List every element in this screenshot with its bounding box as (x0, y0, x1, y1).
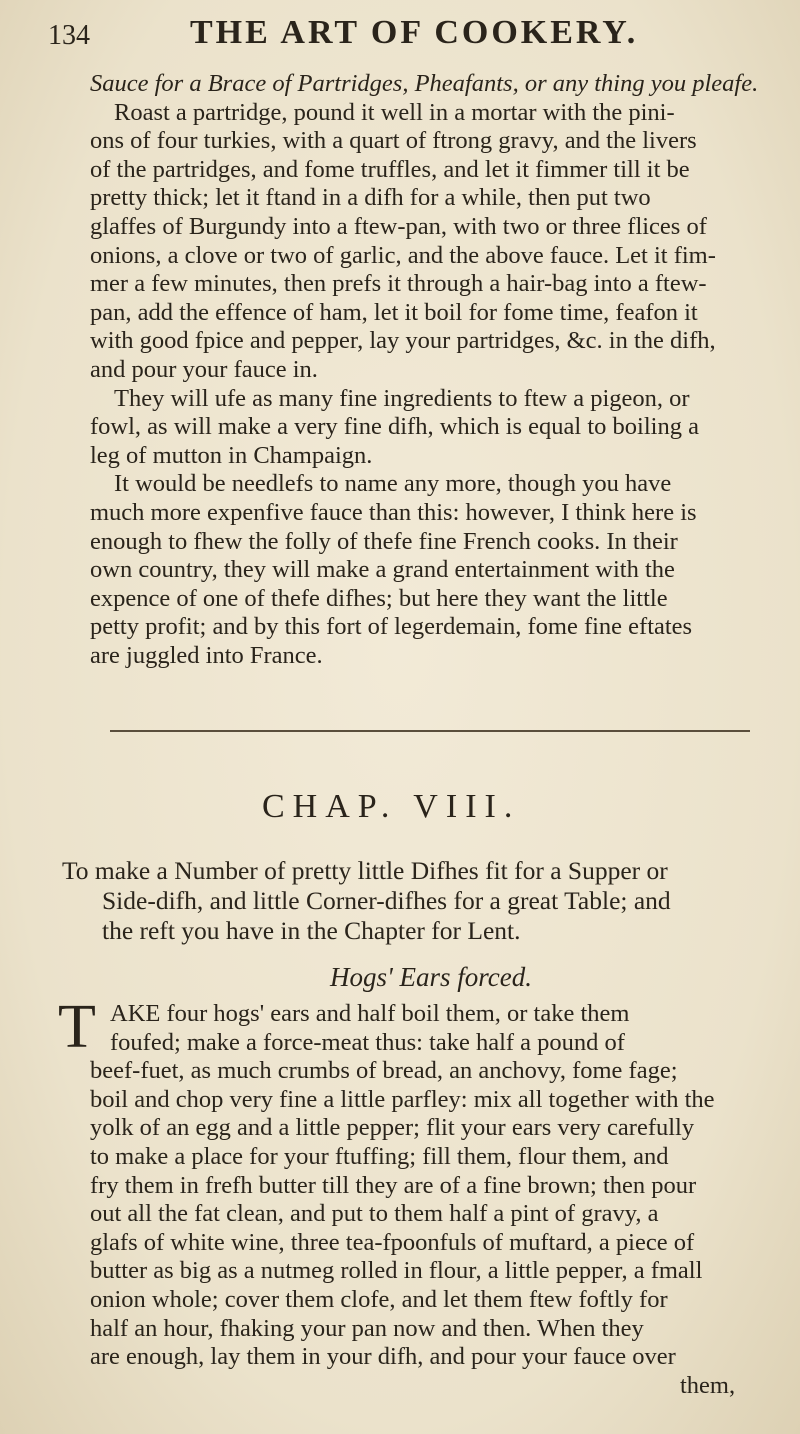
text-line: enough to fhew the folly of thefe fine French cooks. In their (90, 527, 678, 555)
running-title: THE ART OF COOKERY. (190, 14, 639, 51)
sauce-heading: Sauce for a Brace of Partridges, Pheafants, or any thing you pleafe. (90, 70, 759, 97)
chapter-heading: CHAP. VIII. (262, 788, 521, 825)
text-line: fry them in frefh butter till they are of a fine brown; then pour (90, 1171, 697, 1199)
text-line: glaffes of Burgundy into a ftew-pan, with two or three flices of (90, 212, 707, 240)
recipe-title: Hogs' Ears forced. (330, 962, 533, 992)
text-line: beef-fuet, as much crumbs of bread, an anchovy, fome fage; (90, 1057, 678, 1085)
text-line: fowl, as will make a very fine difh, which is equal to boiling a (90, 413, 699, 441)
text-line: yolk of an egg and a little pepper; flit your ears very carefully (90, 1114, 695, 1142)
chapter-title-line: To make a Number of pretty little Difhes fit for a Supper or (62, 856, 668, 885)
text-line: foufed; make a force-meat thus: take half a pound of (110, 1028, 625, 1056)
text-line: AKE four hogs' ears and half boil them, or take them (110, 1000, 630, 1027)
text-line: petty profit; and by this fort of legerdemain, fome fine eftates (90, 613, 693, 641)
text-line: of the partridges, and fome truffles, and let it fimmer till it be (90, 155, 690, 183)
chapter-title-line: Side-difh, and little Corner-difhes for a great Table; and (102, 886, 671, 915)
text-line: to make a place for your ftuffing; fill them, flour them, and (90, 1142, 669, 1170)
text-line: ons of four turkies, with a quart of ftrong gravy, and the livers (90, 127, 697, 155)
text-line: They will ufe as many fine ingredients to ftew a pigeon, or (114, 384, 690, 412)
text-line: with good fpice and pepper, lay your partridges, &c. in the difh, (90, 327, 716, 355)
text-line: butter as big as a nutmeg rolled in flour, a little pepper, a fmall (90, 1257, 703, 1285)
section-divider (110, 730, 750, 732)
drop-cap: T (58, 993, 96, 1061)
text-line: glafs of white wine, three tea-fpoonfuls of muftard, a piece of (90, 1228, 695, 1256)
text-line: are juggled into France. (90, 641, 323, 669)
page-header (48, 10, 768, 70)
text-line: leg of mutton in Champaign. (90, 441, 373, 469)
text-line: and pour your fauce in. (90, 355, 318, 383)
text-line: are enough, lay them in your difh, and pour your fauce over (90, 1343, 676, 1371)
text-line: expence of one of thefe difhes; but here they want the little (90, 584, 668, 612)
text-line: It would be needlefs to name any more, though you have (114, 470, 672, 498)
recipe-body (70, 1000, 782, 1400)
chapter-title-line: the reft you have in the Chapter for Lent. (102, 916, 521, 945)
catchword: them, (680, 1371, 736, 1399)
text-line: much more expenfive fauce than this: however, I think here is (90, 498, 697, 526)
text-line: onions, a clove or two of garlic, and the above fauce. Let it fim- (90, 241, 716, 269)
text-line: out all the fat clean, and put to them half a pint of gravy, a (90, 1200, 659, 1228)
section-sauce (70, 70, 782, 670)
text-line: pretty thick; let it ftand in a difh for a while, then put two (90, 184, 651, 212)
chapter-title (62, 856, 782, 946)
text-line: pan, add the effence of ham, let it boil for fome time, feafon it (90, 298, 698, 326)
text-line: boil and chop very fine a little parfley: mix all together with the (90, 1085, 715, 1113)
text-line: mer a few minutes, then prefs it through a hair-bag into a ftew- (90, 270, 707, 298)
text-line: own country, they will make a grand entertainment with the (90, 556, 675, 584)
page-number: 134 (48, 20, 90, 51)
text-line: onion whole; cover them clofe, and let them ftew foftly for (90, 1285, 668, 1313)
text-line: half an hour, fhaking your pan now and then. When they (90, 1314, 644, 1342)
text-line: Roast a partridge, pound it well in a mortar with the pini- (114, 98, 675, 126)
